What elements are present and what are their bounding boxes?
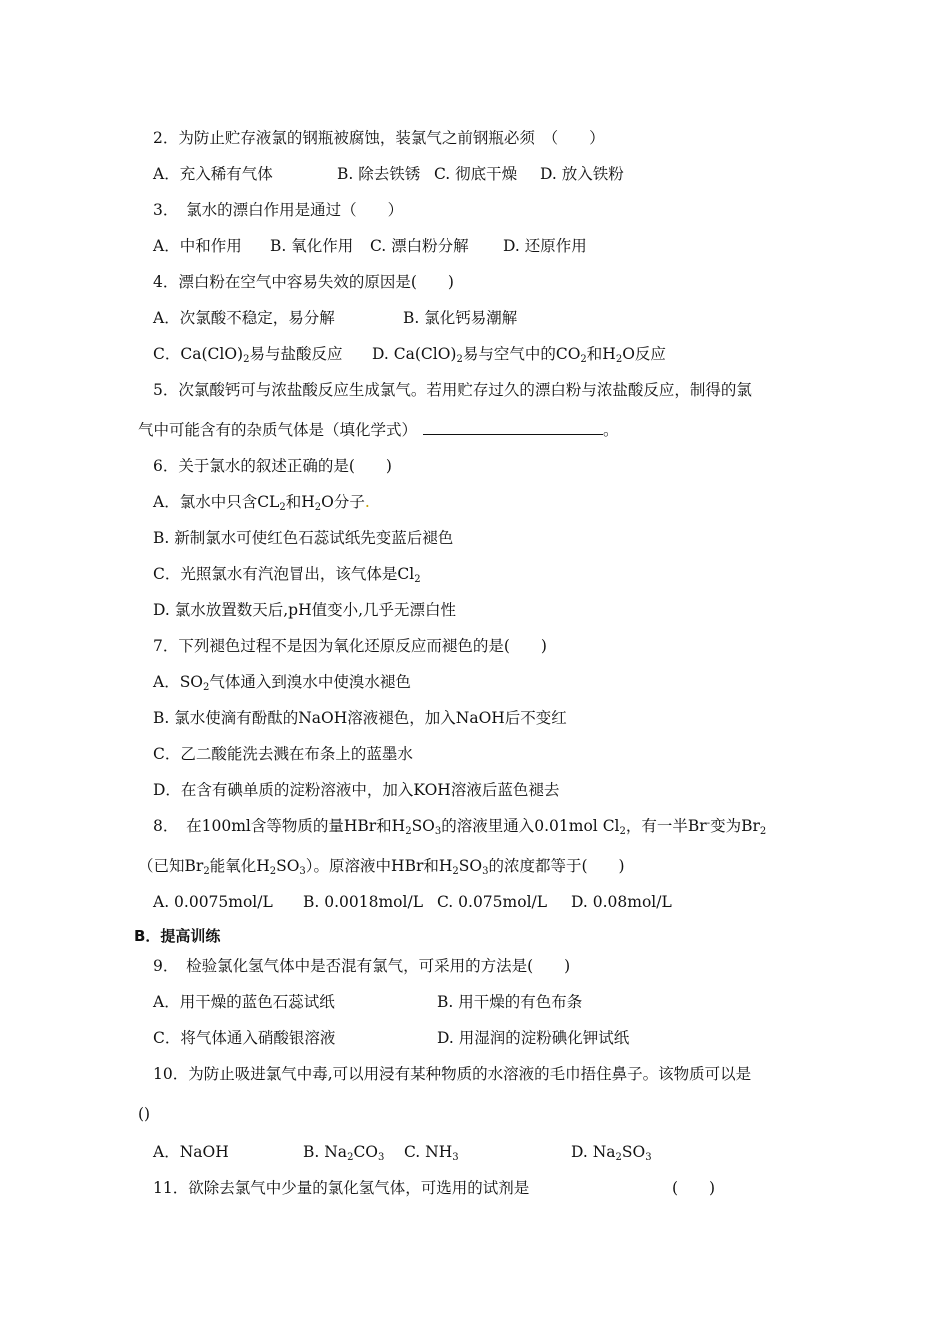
q6-stem: 6．关于氯水的叙述正确的是( ): [153, 457, 392, 475]
q4-stem: 4．漂白粉在空气中容易失效的原因是( ): [153, 273, 454, 291]
q3-option-c: C. 漂白粉分解: [370, 237, 469, 255]
q10-option-c: C. $NH_3$: [404, 1143, 459, 1163]
q4-option-d: D. $Ca(ClO)_2$易与空气中的$CO_2$和$H_2O$反应: [372, 345, 666, 365]
q7-option-d: D．在含有碘单质的淀粉溶液中，加入KOH溶液后蓝色褪去: [153, 781, 560, 799]
q3-option-a: A．中和作用: [153, 237, 242, 255]
q7-stem: 7．下列褪色过程不是因为氧化还原反应而褪色的是( ): [153, 637, 547, 655]
q2-option-d: D. 放入铁粉: [540, 165, 624, 183]
q8-option-c: C. 0.075mol/L: [437, 893, 548, 911]
section-heading: B．提高训练: [134, 927, 221, 945]
q10-line2: (): [138, 1105, 151, 1123]
q10-line1: 10．为防止吸进氯气中毒,可以用浸有某种物质的水溶液的毛巾捂住鼻子。该物质可以是: [153, 1065, 752, 1083]
q5-line1: 5．次氯酸钙可与浓盐酸反应生成氯气。若用贮存过久的漂白粉与浓盐酸反应，制得的氯: [153, 381, 752, 399]
answer-blank[interactable]: [423, 420, 603, 435]
q4-option-c: C．$Ca(ClO)_2$易与盐酸反应: [153, 345, 343, 365]
q9-option-b: B. 用干燥的有色布条: [437, 993, 583, 1011]
q9-option-d: D. 用湿润的淀粉碘化钾试纸: [437, 1029, 630, 1047]
q7-option-a: A．$SO_2$气体通入到溴水中使溴水褪色: [153, 673, 411, 693]
q11-stem: 11．欲除去氯气中少量的氯化氢气体，可选用的试剂是: [153, 1179, 530, 1197]
q7-option-b: B. 氯水使滴有酚酞的NaOH溶液褪色，加入NaOH后不变红: [153, 709, 567, 727]
q3-option-d: D. 还原作用: [503, 237, 587, 255]
q10-option-a: A．NaOH: [153, 1143, 229, 1161]
q6-option-c: C．光照氯水有汽泡冒出，该气体是$Cl_2$: [153, 565, 421, 585]
q5-line2: 气中可能含有的杂质气体是（填化学式） 。: [138, 421, 619, 439]
q3-stem: 3． 氯水的漂白作用是通过（ ）: [153, 201, 404, 219]
q9-option-a: A．用干燥的蓝色石蕊试纸: [153, 993, 335, 1011]
q2-option-b: B. 除去铁锈: [337, 165, 421, 183]
q3-option-b: B. 氧化作用: [270, 237, 354, 255]
q8-option-d: D. 0.08mol/L: [571, 893, 672, 911]
q8-option-b: B. 0.0018mol/L: [303, 893, 423, 911]
q10-option-b: B. $Na_2CO_3$: [303, 1143, 385, 1163]
q6-option-b: B. 新制氯水可使红色石蕊试纸先变蓝后褪色: [153, 529, 454, 547]
q4-option-a: A．次氯酸不稳定，易分解: [153, 309, 335, 327]
q7-option-c: C．乙二酸能洗去溅在布条上的蓝墨水: [153, 745, 413, 763]
q2-option-a: A．充入稀有气体: [153, 165, 273, 183]
q4-option-b: B. 氯化钙易潮解: [403, 309, 518, 327]
q6-option-d: D. 氯水放置数天后,pH值变小,几乎无漂白性: [153, 601, 457, 619]
q8-line2: （已知$Br_2$能氧化$H_2SO_3$）。原溶液中HBr和$H_2SO_3$的浓度都等于( ): [138, 857, 625, 877]
q11-answer-paren: ( ): [672, 1179, 716, 1197]
q2-option-c: C. 彻底干燥: [434, 165, 518, 183]
q2-stem: 2．为防止贮存液氯的钢瓶被腐蚀，装氯气之前钢瓶必须 （ ）: [153, 129, 605, 147]
q8-line1: 8． 在100ml含等物质的量HBr和$H_2SO_3$的溶液里通入0.01mol $Cl_2$，有一半Br-变为$Br_2$: [153, 817, 767, 837]
q9-stem: 9． 检验氯化氢气体中是否混有氯气，可采用的方法是( ): [153, 957, 571, 975]
q8-option-a: A. 0.0075mol/L: [153, 893, 273, 911]
q6-option-a: A．氯水中只含$CL_2$和$H_2O$分子.: [153, 493, 370, 513]
q9-option-c: C．将气体通入硝酸银溶液: [153, 1029, 336, 1047]
q10-option-d: D. $Na_2SO_3$: [571, 1143, 652, 1163]
